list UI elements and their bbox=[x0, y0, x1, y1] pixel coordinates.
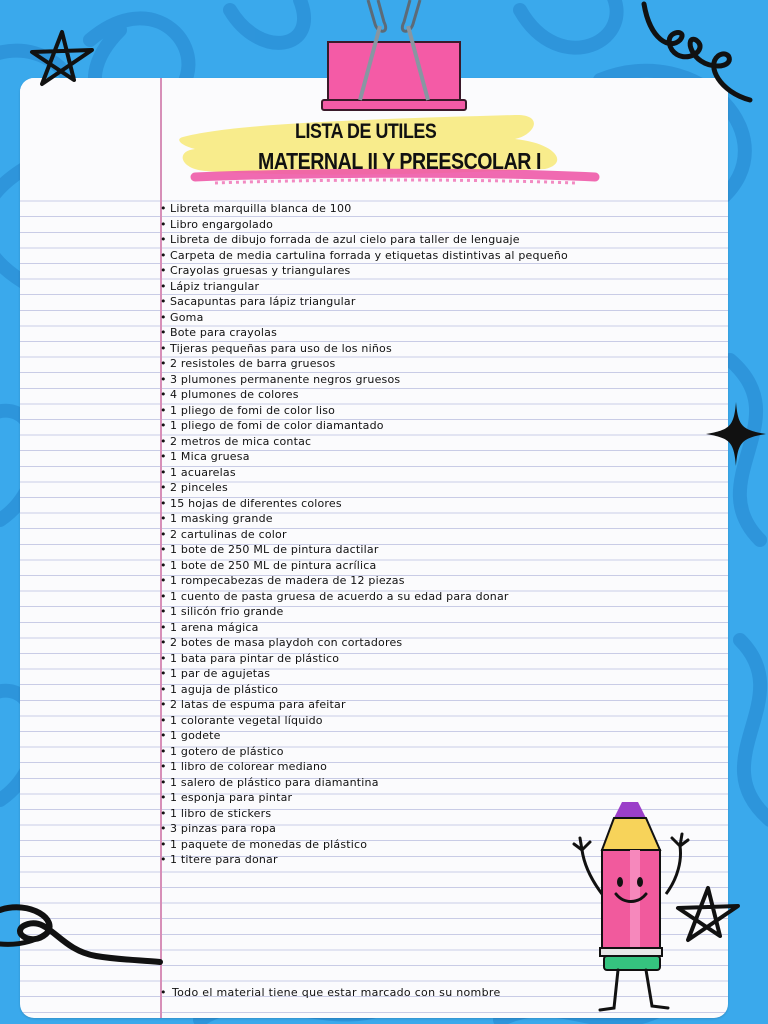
list-bullet: • bbox=[160, 698, 167, 711]
list-item-text: 3 pinzas para ropa bbox=[170, 822, 277, 835]
list-item bbox=[160, 542, 568, 558]
list-item-text: 2 cartulinas de color bbox=[170, 527, 287, 541]
list-bullet: • bbox=[160, 233, 167, 246]
footnote-text: Todo el material tiene que estar marcado con su nombre bbox=[172, 986, 501, 999]
list-bullet: • bbox=[160, 636, 167, 649]
list-item bbox=[160, 821, 568, 837]
title-block bbox=[180, 108, 600, 198]
list-item bbox=[160, 434, 568, 450]
list-item-text: 4 plumones de colores bbox=[170, 388, 299, 401]
list-item-text: 1 libro de stickers bbox=[170, 806, 272, 820]
list-item bbox=[160, 263, 568, 279]
list-item bbox=[160, 697, 568, 713]
list-bullet: • bbox=[160, 202, 167, 215]
footnote-bullet: • bbox=[160, 986, 167, 999]
list-item-text: Libreta de dibujo forrada de azul cielo para taller de lenguaje bbox=[170, 233, 520, 246]
list-bullet: • bbox=[160, 791, 167, 804]
list-bullet: • bbox=[160, 543, 167, 556]
list-bullet: • bbox=[160, 264, 167, 277]
list-bullet: • bbox=[160, 775, 167, 789]
list-item bbox=[160, 728, 568, 744]
list-item-text: 15 hojas de diferentes colores bbox=[170, 496, 342, 510]
list-item-text: 1 godete bbox=[170, 729, 221, 742]
list-bullet: • bbox=[160, 217, 167, 231]
list-item bbox=[160, 465, 568, 481]
list-item-text: 2 latas de espuma para afeitar bbox=[170, 698, 346, 711]
list-item bbox=[160, 341, 568, 357]
list-item bbox=[160, 604, 568, 620]
list-bullet: • bbox=[160, 744, 167, 758]
list-bullet: • bbox=[160, 729, 167, 742]
list-item bbox=[160, 310, 568, 326]
list-bullet: • bbox=[160, 496, 167, 510]
list-item-text: Crayolas gruesas y triangulares bbox=[170, 264, 351, 277]
page-title: LISTA DE UTILES bbox=[295, 120, 437, 143]
list-item bbox=[160, 527, 568, 543]
list-item-text: 1 cuento de pasta gruesa de acuerdo a su edad para donar bbox=[170, 589, 509, 603]
list-bullet: • bbox=[160, 558, 167, 572]
list-bullet: • bbox=[160, 357, 167, 370]
list-item-text: 1 esponja para pintar bbox=[170, 791, 293, 804]
list-bullet: • bbox=[160, 589, 167, 603]
list-item-text: 1 paquete de monedas de plástico bbox=[170, 837, 368, 851]
list-item-text: Bote para crayolas bbox=[170, 326, 278, 339]
list-bullet: • bbox=[160, 620, 167, 634]
list-item bbox=[160, 573, 568, 589]
list-bullet: • bbox=[160, 853, 167, 866]
list-bullet: • bbox=[160, 279, 167, 293]
list-item bbox=[160, 511, 568, 527]
list-item bbox=[160, 496, 568, 512]
footnote bbox=[160, 986, 501, 999]
list-item-text: 1 gotero de plástico bbox=[170, 744, 284, 758]
list-item-text: 3 plumones permanente negros gruesos bbox=[170, 372, 401, 386]
list-bullet: • bbox=[160, 682, 167, 696]
list-bullet: • bbox=[160, 512, 167, 525]
list-item bbox=[160, 558, 568, 574]
page-subtitle: MATERNAL II Y PREESCOLAR I bbox=[258, 148, 541, 174]
list-item bbox=[160, 356, 568, 372]
list-bullet: • bbox=[160, 419, 167, 432]
scribble-icon bbox=[640, 0, 768, 110]
list-item bbox=[160, 713, 568, 729]
list-bullet: • bbox=[160, 434, 167, 448]
list-item-text: 1 bote de 250 ML de pintura acrílica bbox=[170, 558, 377, 572]
list-item-text: 1 masking grande bbox=[170, 512, 273, 525]
list-item-text: 1 Mica gruesa bbox=[170, 450, 250, 463]
list-item-text: 1 libro de colorear mediano bbox=[170, 760, 328, 773]
list-item-text: Carpeta de media cartulina forrada y etiquetas distintivas al pequeño bbox=[170, 248, 568, 262]
list-item bbox=[160, 449, 568, 465]
list-item-text: Sacapuntas para lápiz triangular bbox=[170, 295, 356, 308]
list-item-text: 1 bata para pintar de plástico bbox=[170, 651, 340, 665]
list-item-text: 2 resistoles de barra gruesos bbox=[170, 357, 336, 370]
list-bullet: • bbox=[160, 326, 167, 339]
list-item-text: Lápiz triangular bbox=[170, 279, 260, 293]
list-bullet: • bbox=[160, 651, 167, 665]
supply-list bbox=[160, 201, 568, 868]
list-item-text: 1 pliego de fomi de color diamantado bbox=[170, 419, 384, 432]
list-item bbox=[160, 775, 568, 791]
list-item bbox=[160, 806, 568, 822]
star-doodle-icon bbox=[28, 28, 98, 88]
list-item bbox=[160, 232, 568, 248]
list-item-text: Tijeras pequeñas para uso de los niños bbox=[170, 341, 392, 355]
list-item bbox=[160, 744, 568, 760]
list-item bbox=[160, 589, 568, 605]
list-item bbox=[160, 403, 568, 419]
list-item bbox=[160, 651, 568, 667]
list-bullet: • bbox=[160, 310, 167, 324]
list-bullet: • bbox=[160, 527, 167, 541]
list-item-text: 1 salero de plástico para diamantina bbox=[170, 775, 379, 789]
list-item-text: 2 metros de mica contac bbox=[170, 434, 312, 448]
list-item bbox=[160, 418, 568, 434]
list-item bbox=[160, 325, 568, 341]
list-bullet: • bbox=[160, 574, 167, 587]
list-item bbox=[160, 248, 568, 264]
list-bullet: • bbox=[160, 481, 167, 494]
list-item-text: 1 silicón frio grande bbox=[170, 605, 284, 618]
list-item bbox=[160, 852, 568, 868]
list-bullet: • bbox=[160, 403, 167, 417]
list-item bbox=[160, 620, 568, 636]
list-item-text: 1 colorante vegetal líquido bbox=[170, 713, 323, 727]
list-item bbox=[160, 387, 568, 403]
list-bullet: • bbox=[160, 806, 167, 820]
list-bullet: • bbox=[160, 372, 167, 386]
list-item bbox=[160, 759, 568, 775]
list-bullet: • bbox=[160, 837, 167, 851]
pencil-character-icon bbox=[570, 798, 700, 1020]
list-bullet: • bbox=[160, 605, 167, 618]
list-item-text: 1 par de agujetas bbox=[170, 667, 271, 680]
list-item-text: 2 botes de masa playdoh con cortadores bbox=[170, 636, 403, 649]
list-item bbox=[160, 279, 568, 295]
list-item bbox=[160, 682, 568, 698]
list-item bbox=[160, 837, 568, 853]
list-bullet: • bbox=[160, 295, 167, 308]
list-item-text: Libro engargolado bbox=[170, 217, 274, 231]
binder-clip-icon bbox=[320, 0, 470, 112]
list-item bbox=[160, 294, 568, 310]
list-bullet: • bbox=[160, 465, 167, 479]
list-item-text: 1 arena mágica bbox=[170, 620, 259, 634]
list-bullet: • bbox=[160, 760, 167, 773]
swirl-doodle-icon bbox=[0, 900, 170, 980]
list-bullet: • bbox=[160, 713, 167, 727]
list-item-text: 1 bote de 250 ML de pintura dactilar bbox=[170, 543, 379, 556]
list-bullet: • bbox=[160, 667, 167, 680]
list-item-text: 1 aguja de plástico bbox=[170, 682, 279, 696]
list-bullet: • bbox=[160, 341, 167, 355]
list-bullet: • bbox=[160, 248, 167, 262]
list-item-text: 1 titere para donar bbox=[170, 853, 278, 866]
list-item-text: Libreta marquilla blanca de 100 bbox=[170, 202, 352, 215]
list-bullet: • bbox=[160, 388, 167, 401]
list-item-text: 1 pliego de fomi de color liso bbox=[170, 403, 336, 417]
list-item bbox=[160, 480, 568, 496]
list-item-text: 1 acuarelas bbox=[170, 465, 236, 479]
sparkle-star-icon bbox=[706, 402, 766, 466]
list-item bbox=[160, 635, 568, 651]
list-item-text: Goma bbox=[170, 310, 204, 324]
list-item-text: 1 rompecabezas de madera de 12 piezas bbox=[170, 574, 405, 587]
list-item bbox=[160, 666, 568, 682]
list-bullet: • bbox=[160, 450, 167, 463]
list-item bbox=[160, 217, 568, 233]
list-item bbox=[160, 372, 568, 388]
list-item bbox=[160, 201, 568, 217]
list-item bbox=[160, 790, 568, 806]
list-bullet: • bbox=[160, 822, 167, 835]
list-item-text: 2 pinceles bbox=[170, 481, 228, 494]
